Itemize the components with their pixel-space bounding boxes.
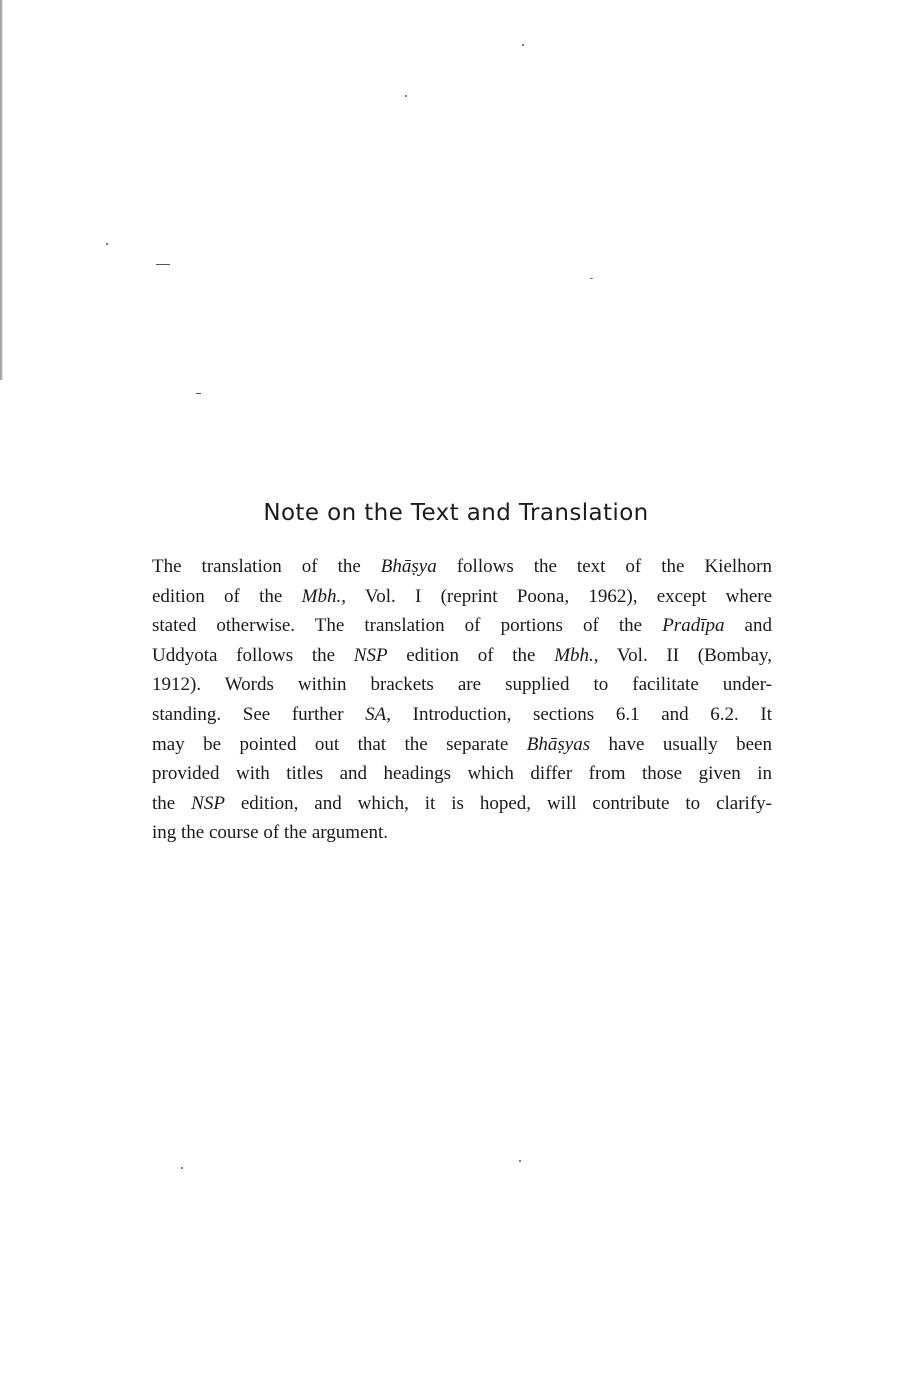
text-run: ing the course of the argument. xyxy=(152,822,389,844)
scan-speck xyxy=(106,243,108,245)
scan-binding-edge xyxy=(0,0,3,380)
text-run: edition of the xyxy=(387,644,555,666)
text-run: edition of the xyxy=(152,585,302,607)
italic-term: Mbh. xyxy=(554,644,594,666)
paragraph-line xyxy=(152,759,772,789)
text-run: follows the text of the Kielhorn xyxy=(436,556,772,577)
text-run: , Vol. II (Bombay, xyxy=(593,644,772,666)
italic-term: Pradīpa xyxy=(662,615,725,637)
paragraph-line xyxy=(152,789,772,819)
text-run: may be pointed out that the separate xyxy=(152,733,527,755)
text-run: the xyxy=(152,792,192,814)
text-run: and xyxy=(724,615,772,637)
paragraph-line xyxy=(152,818,772,848)
paragraph-line xyxy=(152,700,772,730)
text-run: Uddyota follows the xyxy=(152,644,354,666)
paragraph-line xyxy=(152,670,772,700)
text-run: stated otherwise. The translation of portions of the xyxy=(152,615,663,637)
italic-term: Bhāṣya xyxy=(380,556,437,577)
page-title: Note on the Text and Translation xyxy=(263,500,649,526)
paragraph-line xyxy=(152,582,772,612)
note-paragraph xyxy=(152,552,772,848)
text-run: The translation of the xyxy=(152,556,381,577)
text-run: standing. See further xyxy=(152,703,366,725)
scan-speck xyxy=(196,393,201,394)
text-run: , Vol. I (reprint Poona, 1962), except where xyxy=(341,585,773,607)
text-run: provided with titles and headings which differ from those given in xyxy=(152,763,772,785)
text-run: , Introduction, sections 6.1 and 6.2. It xyxy=(386,703,772,725)
text-run: edition, and which, it is hoped, will contribute to clarify- xyxy=(224,792,772,814)
italic-term: SA xyxy=(365,703,387,725)
italic-term: NSP xyxy=(353,644,388,666)
italic-term: NSP xyxy=(191,792,225,814)
text-run: 1912). Words within brackets are supplied to facilitate under- xyxy=(152,674,772,696)
scan-speck xyxy=(156,264,170,265)
paragraph-line xyxy=(152,552,772,582)
scan-speck xyxy=(522,44,524,46)
italic-term: Mbh. xyxy=(301,585,342,607)
italic-term: Bhāṣyas xyxy=(526,733,591,755)
paragraph-line xyxy=(152,641,772,671)
scan-speck xyxy=(405,95,407,97)
scan-speck xyxy=(519,1160,521,1162)
paragraph-line xyxy=(152,730,772,760)
scan-speck xyxy=(590,278,593,279)
scan-speck xyxy=(181,1167,183,1169)
text-run: have usually been xyxy=(590,733,772,755)
paragraph-line xyxy=(152,611,772,641)
